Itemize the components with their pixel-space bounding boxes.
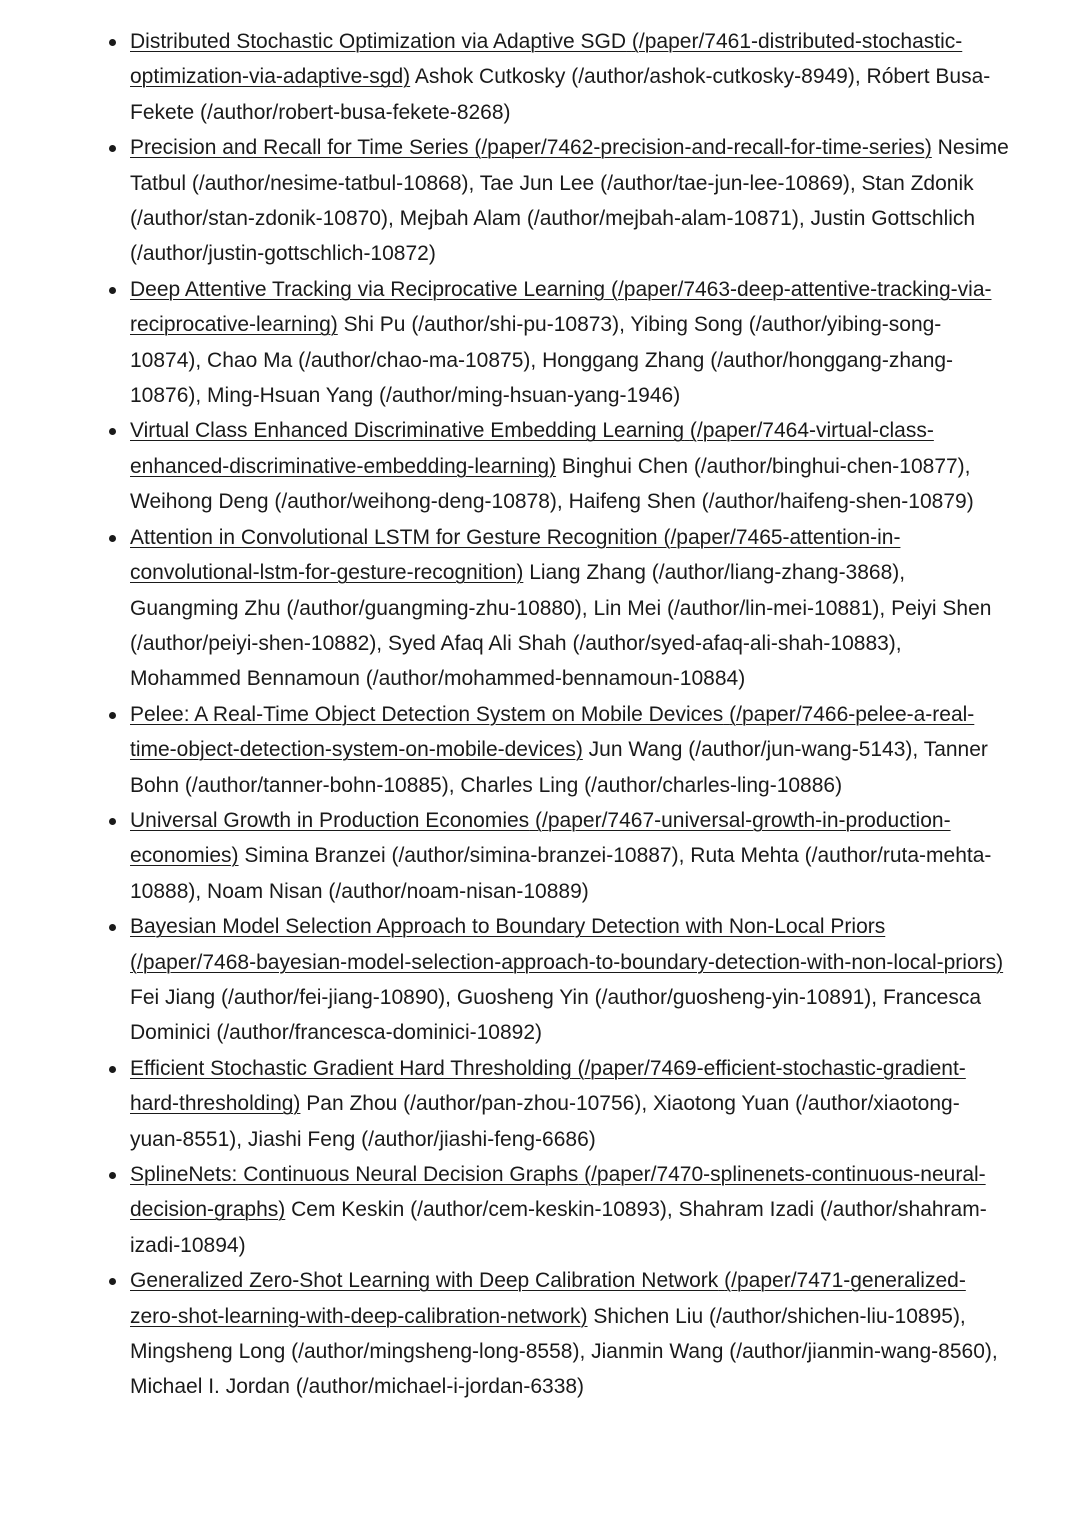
- paper-list-item: [130, 803, 1010, 909]
- paper-title: Virtual Class Enhanced Discriminative Embedding Learning: [130, 419, 685, 443]
- paper-authors: Shichen Liu (/author/shichen-liu-10895), Mingsheng Long (/author/mingsheng-long-8558), Jianmin Wang (/author/jianmin-wang-8560), Michael I. Jordan (/author/michael-i-jordan-6338): [130, 1304, 998, 1399]
- paper-list-item: [130, 24, 1010, 130]
- paper-authors: Fei Jiang (/author/fei-jiang-10890), Guosheng Yin (/author/guosheng-yin-10891), Francesca Dominici (/author/francesca-dominici-10892): [130, 985, 982, 1045]
- paper-title: Generalized Zero-Shot Learning with Deep Calibration Network: [130, 1269, 719, 1293]
- paper-title-link[interactable]: [130, 136, 932, 159]
- paper-authors: Jun Wang (/author/jun-wang-5143), Tanner Bohn (/author/tanner-bohn-10885), Charles Ling (/author/charles-ling-10886): [130, 738, 988, 797]
- paper-url: (/paper/7468-bayesian-model-selection-approach-to-boundary-detection-with-non-local-priors): [130, 950, 1004, 974]
- paper-authors: Nesime Tatbul (/author/nesime-tatbul-10868), Tae Jun Lee (/author/tae-jun-lee-10869), Stan Zdonik (/author/stan-zdonik-10870), Mejbah Alam (/author/mejbah-alam-10871), Justin Gottschlich (/author/justin-gottschlich-10872): [130, 136, 1009, 266]
- paper-url: (/paper/7470-splinenets-continuous-neural-decision-graphs): [130, 1163, 986, 1222]
- paper-authors: Pan Zhou (/author/pan-zhou-10756), Xiaotong Yuan (/author/xiaotong-yuan-8551), Jiashi Feng (/author/jiashi-feng-6686): [130, 1092, 960, 1151]
- paper-url: (/paper/7463-deep-attentive-tracking-via-reciprocative-learning): [130, 277, 992, 337]
- paper-url: (/paper/7464-virtual-class-enhanced-discriminative-embedding-learning): [130, 419, 934, 478]
- paper-url: (/paper/7466-pelee-a-real-time-object-detection-system-on-mobile-devices): [130, 702, 975, 762]
- paper-authors: Shi Pu (/author/shi-pu-10873), Yibing Song (/author/yibing-song-10874), Chao Ma (/author/chao-ma-10875), Honggang Zhang (/author/honggang-zhang-10876), Ming-Hsuan Yang (/author/ming-hsuan-yang-1946): [130, 313, 954, 408]
- paper-authors: Simina Branzei (/author/simina-branzei-10887), Ruta Mehta (/author/ruta-mehta-10888), Noam Nisan (/author/noam-nisan-10889): [130, 844, 992, 903]
- paper-authors: Cem Keskin (/author/cem-keskin-10893), Shahram Izadi (/author/shahram-izadi-10894): [130, 1198, 987, 1257]
- paper-title: Deep Attentive Tracking via Reciprocative Learning: [130, 277, 606, 301]
- paper-list-item: [130, 130, 1010, 272]
- paper-list-item: [130, 272, 1010, 414]
- paper-authors: Liang Zhang (/author/liang-zhang-3868), Guangming Zhu (/author/guangming-zhu-10880), Lin Mei (/author/lin-mei-10881), Peiyi Shen (/author/peiyi-shen-10882), Syed Afaq Ali Shah (/author/syed-afaq-ali-shah-10883), Mohammed Bennamoun (/author/mohammed-bennamoun-10884): [130, 561, 992, 691]
- paper-title: Universal Growth in Production Economies: [130, 808, 530, 832]
- paper-list: [130, 24, 1010, 1405]
- paper-list-item: [130, 1051, 1010, 1157]
- paper-title: SplineNets: Continuous Neural Decision Graphs: [130, 1163, 579, 1186]
- paper-list-item: [130, 520, 1010, 697]
- paper-title: Precision and Recall for Time Series: [130, 136, 469, 160]
- paper-url: (/paper/7461-distributed-stochastic-optimization-via-adaptive-sgd): [130, 30, 963, 89]
- paper-title: Pelee: A Real-Time Object Detection System on Mobile Devices: [130, 702, 724, 726]
- paper-url: (/paper/7467-universal-growth-in-production-economies): [130, 808, 951, 868]
- paper-list-item: [130, 1157, 1010, 1263]
- paper-title: Bayesian Model Selection Approach to Boundary Detection with Non-Local Priors: [130, 915, 886, 939]
- paper-title-link[interactable]: [130, 915, 1003, 973]
- paper-list-item: [130, 1263, 1010, 1405]
- paper-title: Efficient Stochastic Gradient Hard Thresholding: [130, 1056, 572, 1080]
- paper-url: (/paper/7469-efficient-stochastic-gradient-hard-thresholding): [130, 1056, 966, 1116]
- paper-list-item: [130, 909, 1010, 1051]
- paper-title: Attention in Convolutional LSTM for Gesture Recognition: [130, 525, 658, 549]
- paper-url: (/paper/7471-generalized-zero-shot-learning-with-deep-calibration-network): [130, 1269, 966, 1328]
- paper-authors: Binghui Chen (/author/binghui-chen-10877), Weihong Deng (/author/weihong-deng-10878), Haifeng Shen (/author/haifeng-shen-10879): [130, 454, 974, 514]
- paper-list-item: [130, 413, 1010, 519]
- paper-title: Distributed Stochastic Optimization via Adaptive SGD: [130, 30, 627, 53]
- paper-url: (/paper/7462-precision-and-recall-for-time-series): [474, 136, 932, 160]
- paper-list-item: [130, 697, 1010, 803]
- paper-authors: Ashok Cutkosky (/author/ashok-cutkosky-8949), Róbert Busa-Fekete (/author/robert-busa-fekete-8268): [130, 65, 991, 124]
- paper-url: (/paper/7465-attention-in-convolutional-lstm-for-gesture-recognition): [130, 525, 901, 585]
